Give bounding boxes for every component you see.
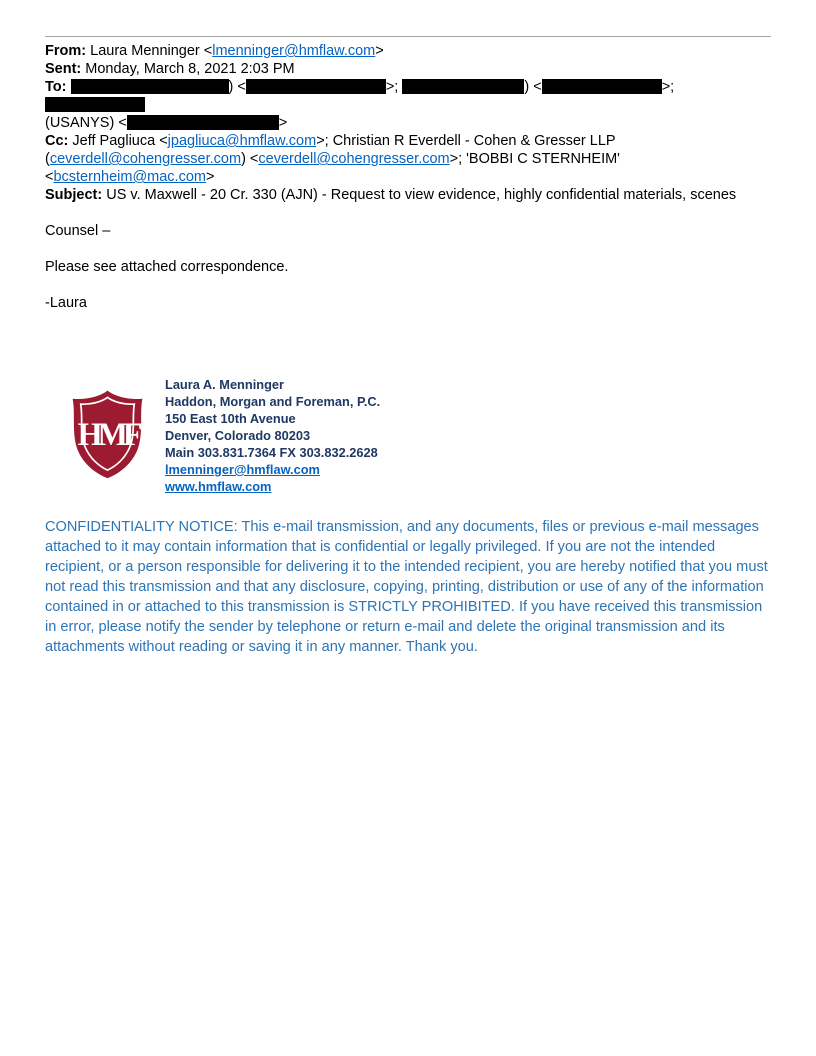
redaction-bar bbox=[542, 79, 662, 94]
cc-email-link-4[interactable]: bcsternheim@mac.com bbox=[53, 169, 206, 185]
from-line bbox=[45, 42, 771, 60]
cc-email-link-1[interactable]: jpagliuca@hmflaw.com bbox=[167, 133, 317, 149]
cc-label: Cc: bbox=[45, 133, 69, 149]
confidentiality-notice: CONFIDENTIALITY NOTICE: This e-mail transmission, and any documents, files or previous e-mail messages attached to it may contain information that is confidential or legally privileged. If you are not the intended recipient, or a person responsible for delivering it to the intended recipient, you are hereby notified that you must not read this transmission and that any disclosure, copying, printing, distribution or use of any of the information contained in or attached to this transmission is STRICTLY PROHIBITED. If you have received this transmission in error, please notify the sender by telephone or return e-mail and delete the original transmission and its attachments without reading or saving it in any manner. Thank you. bbox=[45, 519, 768, 655]
hmf-firm-logo bbox=[65, 388, 150, 480]
signature-name: Laura A. Menninger bbox=[165, 377, 284, 392]
signature-address-street: 150 East 10th Avenue bbox=[165, 411, 296, 426]
subject-label: Subject: bbox=[45, 187, 103, 203]
body-greeting: Counsel – bbox=[45, 223, 111, 239]
cc-email-link-3[interactable]: ceverdell@cohengresser.com bbox=[258, 151, 450, 167]
from-close: > bbox=[375, 43, 384, 59]
signature-block bbox=[45, 376, 771, 495]
cc-email-link-2[interactable]: ceverdell@cohengresser.com bbox=[49, 151, 242, 167]
sent-label: Sent: bbox=[45, 61, 82, 77]
cc-name-2: >; Christian R Everdell - Cohen & Gresser LLP ( bbox=[45, 133, 616, 167]
header-divider bbox=[45, 36, 771, 37]
cc-line bbox=[45, 132, 771, 186]
subject-line bbox=[45, 186, 771, 204]
logo-monogram: HMF bbox=[77, 416, 138, 453]
redaction-bar bbox=[127, 115, 279, 130]
cc-name-1: Jeff Pagliuca < bbox=[72, 133, 168, 149]
cc-name-3: >; 'BOBBI C STERNHEIM' < bbox=[45, 151, 620, 185]
sent-value: Monday, March 8, 2021 2:03 PM bbox=[85, 61, 295, 77]
to-close: > bbox=[278, 115, 288, 131]
from-email-link[interactable]: lmenninger@hmflaw.com bbox=[212, 43, 376, 59]
signature-firm: Haddon, Morgan and Foreman, P.C. bbox=[165, 394, 381, 409]
from-label: From: bbox=[45, 43, 87, 59]
signature-email-link[interactable]: lmenninger@hmflaw.com bbox=[165, 462, 320, 477]
cc-separator: ) < bbox=[241, 151, 259, 167]
to-separator: >; bbox=[661, 79, 675, 95]
email-headers bbox=[45, 42, 771, 204]
to-separator: ) < bbox=[228, 79, 246, 95]
subject-value: US v. Maxwell - 20 Cr. 330 (AJN) - Request to view evidence, highly confidential materials, scenes bbox=[106, 187, 737, 203]
redaction-bar bbox=[45, 97, 145, 112]
signature-text bbox=[165, 376, 380, 495]
body-message: Please see attached correspondence. bbox=[45, 259, 289, 275]
redaction-bar bbox=[71, 79, 229, 94]
sent-line bbox=[45, 60, 771, 78]
from-name: Laura Menninger < bbox=[90, 43, 213, 59]
redaction-bar bbox=[402, 79, 524, 94]
cc-close: > bbox=[205, 169, 215, 185]
to-separator: ) < bbox=[524, 79, 542, 95]
signature-website-link[interactable]: www.hmflaw.com bbox=[165, 479, 272, 494]
to-label: To: bbox=[45, 79, 67, 95]
redaction-bar bbox=[246, 79, 386, 94]
to-usanys: (USANYS) < bbox=[45, 115, 127, 131]
to-separator: >; bbox=[385, 79, 403, 95]
body-signoff: -Laura bbox=[45, 295, 87, 311]
signature-address-city: Denver, Colorado 80203 bbox=[165, 428, 311, 443]
to-line bbox=[45, 78, 771, 132]
signature-phone: Main 303.831.7364 FX 303.832.2628 bbox=[165, 445, 378, 460]
